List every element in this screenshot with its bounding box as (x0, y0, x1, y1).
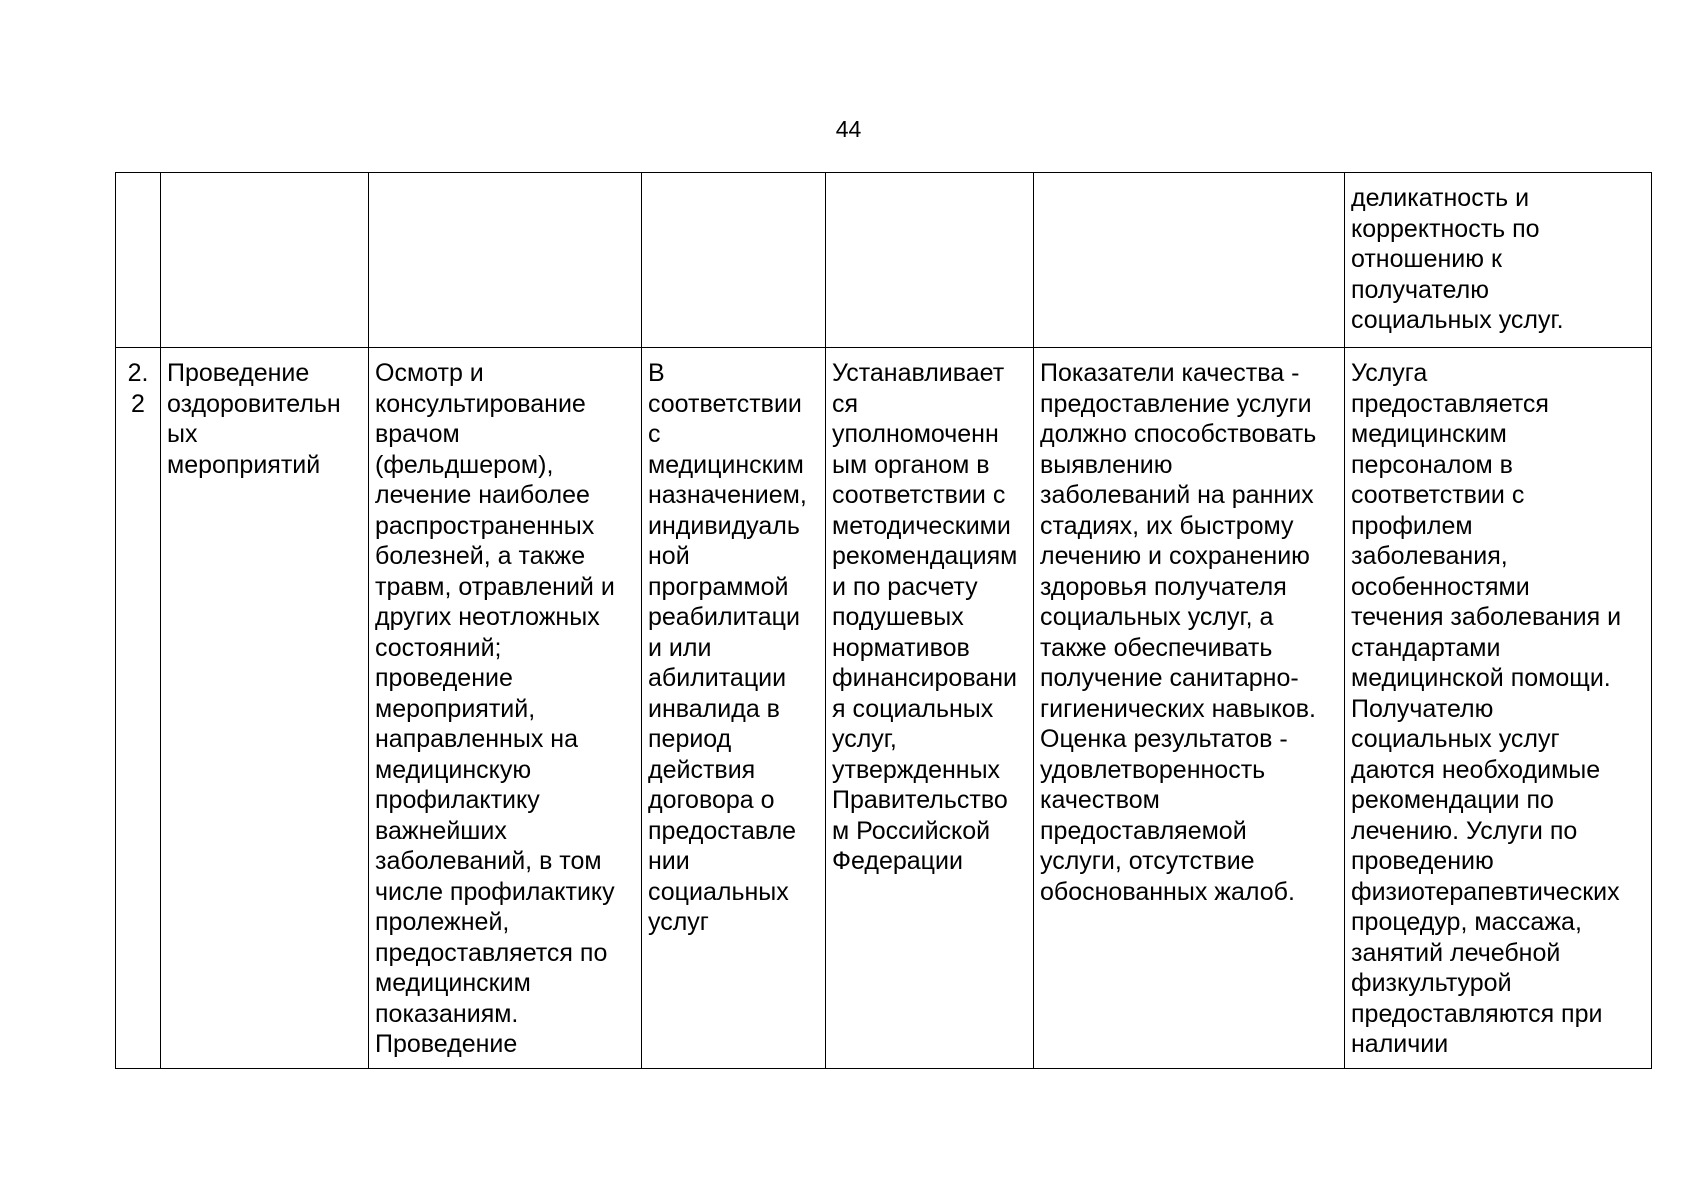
cell-service-name (161, 348, 369, 1069)
cell-quality-indicators-text: Показатели качества - предоставление услуги должно способствовать выявлению заболеваний на ранних стадиях, их быстрому лечению и сохранению здоровья получателя социальных услуг, а также обеспечивать получение санитарно- гигиенических навыков. Оценка результатов - удовлетворенность качеством предоставляемой услуги, отсутствие обоснованных жалоб. (1040, 359, 1317, 906)
cell-service-conditions (1345, 348, 1652, 1069)
cell-number-text: 2. 2 (127, 359, 149, 418)
cell-service-tariff-text: Устанавливает ся уполномоченн ым органом в соответствии с методическими рекомендациям и по расчету подушевых нормативов финансировани я социальных услуг, утвержденных Правительство м Российской Федерации (832, 359, 1018, 875)
table-row-continuation (116, 173, 1652, 348)
cell-service-conditions-text: Услуга предоставляется медицинским персоналом в соответствии с профилем заболевания, особенностями течения заболевания и стандартами медицинской помощи. Получателю социальных услуг даются необходимые рекомендации по лечению. Услуги по проведению физиотерапевтических процедур, массажа, занятий лечебной физкультурой предоставляются при наличии (1351, 359, 1622, 1058)
cell-service-tariff (826, 173, 1034, 348)
cell-service-conditions (1345, 173, 1652, 348)
cell-number (116, 173, 161, 348)
cell-service-content (369, 348, 642, 1069)
services-table (115, 172, 1652, 1069)
cell-quality-indicators (1034, 348, 1345, 1069)
cell-service-volume (642, 348, 826, 1069)
cell-service-name-text: Проведение оздоровительн ых мероприятий (167, 359, 341, 479)
table-row-2-2 (116, 348, 1652, 1069)
cell-service-content-text: Осмотр и консультирование врачом (фельдшером), лечение наиболее распространенных болезней, а также травм, отравлений и других неотложных состояний; проведение мероприятий, направленных на медицинскую профилактику важнейших заболеваний, в том числе профилактику пролежней, предоставляется по медицинским показаниям. Проведение (375, 359, 615, 1058)
cell-service-content (369, 173, 642, 348)
cell-number (116, 348, 161, 1069)
cell-service-tariff (826, 348, 1034, 1069)
cell-service-name (161, 173, 369, 348)
cell-service-conditions-text: деликатность и корректность по отношению к получателю социальных услуг. (1351, 184, 1564, 334)
page-number: 44 (835, 116, 862, 142)
cell-quality-indicators (1034, 173, 1345, 348)
cell-service-volume (642, 173, 826, 348)
cell-service-volume-text: В соответствии с медицинским назначением, индивидуаль ной программой реабилитаци и или абилитации инвалида в период действия договора о предоставле нии социальных услуг (648, 359, 807, 936)
